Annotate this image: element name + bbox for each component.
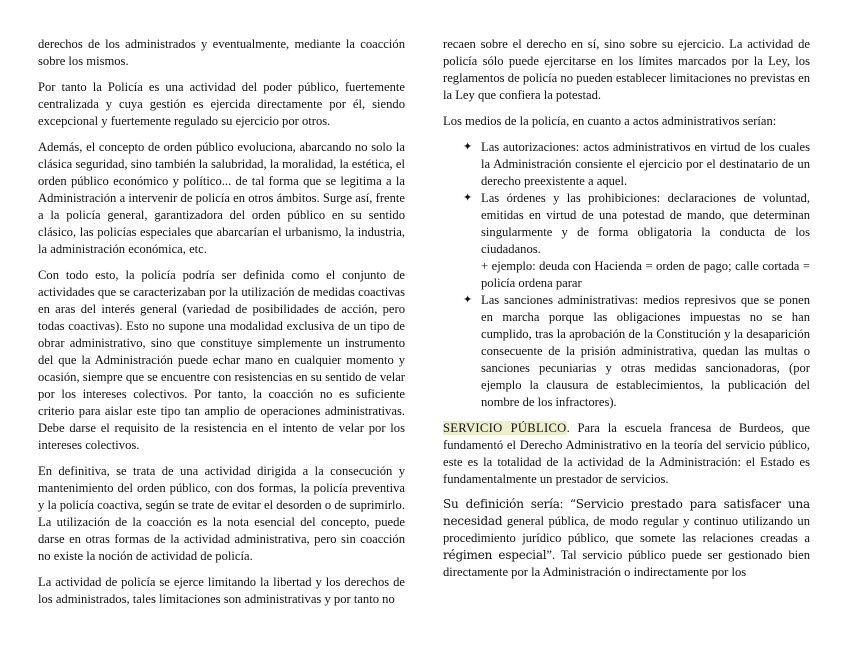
paragraph: derechos de los administrados y eventualmente, mediante la coacción sobre los mismos. (38, 37, 405, 68)
paragraph: En definitiva, se trata de una actividad dirigida a la consecución y mantenimiento del orden público, con dos formas, la policía preventiva y la policía coactiva, según se trate de evitar el desorden o de suprimirlo. La utilización de la coacción es la nota esencial del concepto, puede darse en otras formas de la actividad administrativa, pero sin coacción no existe la noción de actividad de policía. (38, 464, 405, 563)
paragraph: Con todo esto, la policía podría ser definida como el conjunto de actividades que se caracterizaban por la utilización de medidas coactivas en aras del interés general (variedad de posibilidades de acción, pero todas coactivas). Esto no supone una modalidad exclusiva de un tipo de obrar administrativo, sino que constituye simplemente un instrumento del que la Administración puede echar mano en cualquier momento y ocasión, siempre que se encuentre con resistencias en su sentido de velar por los intereses colectivos. Por tanto, la coacción no es suficiente criterio para aislar este tipo tan amplio de operaciones administrativas. Debe darse el requisito de la resistencia en el intento de velar por los intereses colectivos. (38, 268, 405, 452)
list-item (443, 139, 810, 190)
star-bullet-icon: ✦ (463, 192, 473, 204)
left-column (38, 36, 405, 617)
definition-paragraph (443, 496, 810, 581)
right-column (443, 36, 810, 590)
list-item (443, 190, 810, 292)
paragraph: Además, el concepto de orden público evoluciona, abarcando no solo la clásica seguridad, sino también la salubridad, la moralidad, la estética, el orden público económico y político... de tal forma que se legitima a la Administración a intervenir de policía en otros ámbitos. Surge así, frente a la policía general, garantizadora del orden público en su sentido clásico, las policías especiales que abarcarían el urbanismo, la industria, la administración económica, etc. (38, 140, 405, 256)
servicio-publico-text: . Para la escuela francesa de Burdeos, que fundamentó el Derecho Administrativo en la teoría del servicio público, este es la totalidad de la actividad de la Administración: el Estado es fundamentalmente un prestador de servicios. (443, 421, 810, 486)
paragraph: Los medios de la policía, en cuanto a actos administrativos serían: (443, 114, 777, 128)
definition-rest: ”. Tal servicio público puede ser gestionado bien directamente por la Administración o indirectamente por los (443, 548, 810, 579)
police-means-list (443, 139, 810, 411)
paragraph: La actividad de policía se ejerce limitando la libertad y los derechos de los administrados, tales limitaciones son administrativas y por tanto no (38, 575, 405, 606)
servicio-publico-paragraph (443, 420, 810, 488)
list-item (443, 292, 810, 411)
list-item-text: Las autorizaciones: actos administrativos en virtud de los cuales la Administración consiente el ejercicio por el destinatario de un derecho preexistente a aquel. (481, 140, 810, 188)
definition-quote-start: “Servicio prestado para satisfacer una necesidad (443, 497, 810, 528)
definition-label: Su definición sería (443, 497, 560, 511)
definition-quote-end: régimen especial (443, 548, 547, 562)
paragraph: recaen sobre el derecho en sí, sino sobre su ejercicio. La actividad de policía sólo puede ejercitarse en los límites marcados por la Ley, los reglamentos de policía no pueden establecer limitaciones no previstas en la Ley que confiera la potestad. (443, 37, 810, 102)
list-item-text: Las sanciones administrativas: medios represivos que se ponen en marcha porque las obligaciones impuestas no se han cumplido, tras la aprobación de la Constitución y la desaparición consecuente de la prisión administrativa, quedan las multas o sanciones pecuniarias y otras medidas sancionadoras, (por ejemplo la clausura de establecimientos, la publicación del nombre de los infractores). (481, 293, 810, 409)
paragraph: Por tanto la Policía es una actividad del poder público, fuertemente centralizada y cuya gestión es ejercida directamente por él, siendo excepcional y fuertemente regulado su ejercicio por otros. (38, 80, 405, 128)
list-item-example: + ejemplo: deuda con Hacienda = orden de pago; calle cortada = policía ordena parar (481, 259, 810, 290)
definition-middle: general pública, de modo regular y continuo utilizando un procedimiento jurídico público, que somete las relaciones creadas a (443, 514, 810, 545)
servicio-publico-heading: SERVICIO PÚBLICO (443, 421, 567, 435)
list-item-text: Las órdenes y las prohibiciones: declaraciones de voluntad, emitidas en virtud de una potestad de mando, que determinan singularmente y de forma obligatoria la conducta de los ciudadanos. (481, 191, 810, 256)
definition-colon: : (559, 497, 570, 511)
star-bullet-icon: ✦ (463, 141, 473, 153)
star-bullet-icon: ✦ (463, 294, 473, 306)
